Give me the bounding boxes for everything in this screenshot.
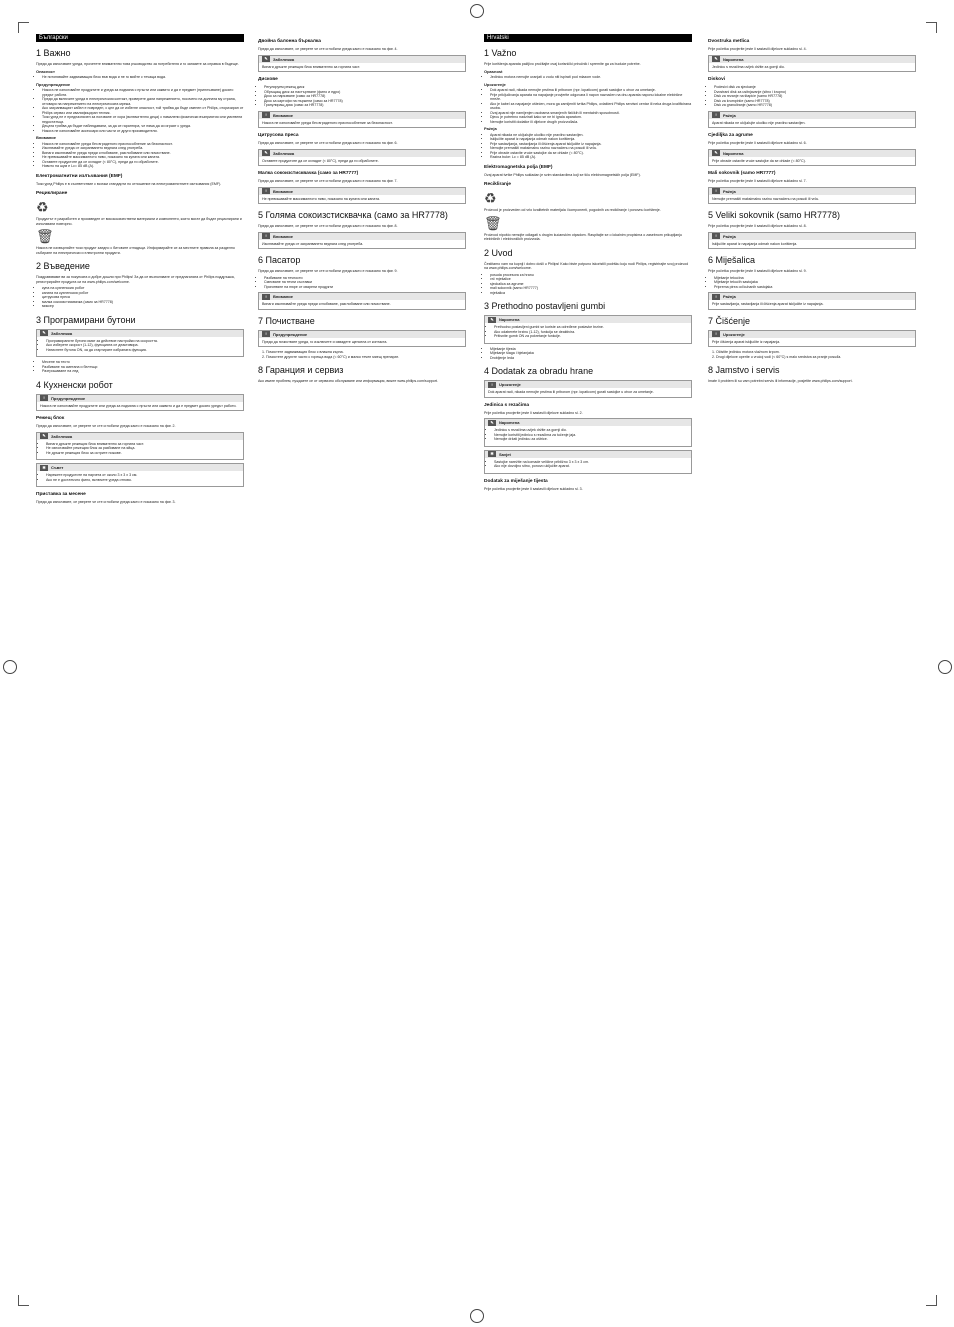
tip-box	[36, 463, 244, 487]
list-item: • Disk za krumpiriće (samo HR7778)	[714, 99, 916, 104]
list-item: • Jedinicu motora nemojte uranjati u vodu niti ispirati pod mlazom vode.	[490, 75, 692, 80]
caution-box	[708, 292, 916, 310]
caution-box	[708, 232, 916, 250]
list-item: • Не дръжте режещия блок за острите ножове.	[46, 451, 240, 456]
note-icon: ✎	[262, 56, 270, 62]
caution-text: Aparat nikada ne uključujte ukoliko nije pravilno sastavljen.	[712, 120, 806, 125]
large-juicer-text: Prije početka provjerite jeste li sastavili dijelove sukladno sl. 8.	[708, 224, 807, 228]
caution-icon: !	[262, 112, 270, 118]
cleaning-steps	[258, 350, 466, 359]
warning-text: Никога не използвайте продуктите или уреда за подмяна с пръсти или каквито и да е предмет докато уредът работи.	[40, 403, 237, 408]
caution-text: Nemojte premašiti maksimalnu razinu naznačenu na posudi ili vrču.	[712, 196, 820, 201]
section-guarantee: 8 Гаранция и сервиз	[258, 365, 344, 375]
list-item: • Nemojte koristiti jedinicu s rezačima za tučenje jaja.	[494, 433, 688, 438]
note-box	[258, 55, 466, 73]
list-item: • Разтрошаване на лед	[42, 369, 244, 374]
citrus-heading: Цитрусова преса	[258, 133, 299, 138]
note-icon: ✎	[712, 150, 720, 156]
twin-whisk-text: Преди да използвате, се уверете че сте сглобили уреда както е показано на фиг. 4.	[258, 47, 398, 51]
caution-heading: Pažnja	[484, 126, 497, 131]
list-item: • Преди да включите уреда в електрическия контакт, проверете дали напрежението, посочено на долната му страна, отговаря на напрежението на електрическата мрежа.	[42, 97, 244, 106]
note-icon: ✎	[40, 330, 48, 336]
list-item: • купа на кухненския робот	[42, 286, 244, 291]
section-large-juicer: 5 Veliki sokovnik (samo HR7778)	[708, 210, 841, 220]
list-item: • Регулируем режещ диск	[264, 85, 466, 90]
list-item: • цитрусова преса	[42, 295, 244, 300]
discs-list	[258, 85, 466, 108]
note-text: Винаги дръжте режещия блок внимателно за горната част.	[262, 64, 361, 69]
kneading-heading: Dodatak za miješanje tijesta	[484, 478, 548, 484]
emf-heading: Електромагнитни излъчвания (EMF)	[36, 173, 123, 179]
list-item: 2. Почистете другите части с гореща вода (< 60°C) и малко течен миещ препарат.	[266, 355, 466, 360]
blender-list	[708, 276, 916, 290]
caution-text: Isključite aparat iz napajanja odmah nakon korištenja.	[712, 241, 798, 246]
danger-list	[36, 75, 244, 80]
warning-label: Предупреждение	[51, 395, 86, 401]
list-item: • Aparat nikada ne uključujte ukoliko nije pravilno sastavljen.	[490, 133, 692, 138]
list-item: • Диск за нарязване (само за HR7778)	[264, 94, 466, 99]
caution-heading: Внимание	[36, 135, 56, 140]
list-item: • sjeckalica za agrume	[490, 282, 692, 287]
list-item: • Приготвяне на пюре от сварени продукти	[264, 285, 466, 290]
tip-label: Savjet	[499, 451, 511, 457]
intro-text: Преди да използвате уреда, прочетете внимателно това ръководство за потребителя и го запазете за справка в бъдеще.	[36, 62, 239, 66]
warning-heading: Предупреждение	[36, 81, 71, 87]
list-item: • Prije priključivanja aparata na napajanje provjerite odgovara li napon naznačen na dnu aparata naponu lokalne električne mreže.	[490, 93, 692, 102]
caution-label: Pažnja	[723, 188, 736, 194]
section-introduction: 2 Uvod	[484, 247, 513, 258]
blade-unit-heading: Jedinica s rezačima	[484, 402, 530, 408]
crop-mark-bl	[18, 1295, 29, 1306]
column-hr-2	[708, 34, 916, 386]
caution-box	[708, 187, 916, 205]
twin-whisk-text: Prije početka provjerite jeste li sastavili dijelove sukladno sl. 4.	[708, 47, 807, 51]
list-item: • малка сокоизстисквачка (само за HR7778)	[42, 300, 244, 305]
caution-label: Внимание	[273, 112, 293, 118]
list-item: • Pritisnite gumb ON za pokretanje funkcije.	[494, 334, 688, 339]
list-item: • каната на кухненския робот	[42, 291, 244, 296]
warning-label: Upozorenje	[723, 331, 745, 337]
list-item: • Този уред не е предназначен за ползване от хора (включително деца) с намалени физически възприятия или умствени недостатъци.	[42, 115, 244, 124]
list-item: • Miješanje tijesta	[490, 347, 692, 352]
recycling-text-1: Proizvod je proizveden od vrlo kvalitetnih materijala i komponenti, pogodnih za recikliranje i ponovnu korištenje.	[484, 208, 661, 212]
blender-text: Преди да използвате, се уверете че сте сглобили уреда както е показано на фиг. 9.	[258, 269, 398, 273]
warning-box	[258, 330, 466, 348]
registration-mark-bottom	[470, 1309, 484, 1323]
list-item: • Prije obrade ostavite vruće sastojke da se ohlade (< 80°C).	[490, 151, 692, 156]
recycling-text-1: Продуктът е разработен и произведен от висококачествени материали и компоненти, които могат да бъдат рециклирани и използвани повторно.	[36, 217, 242, 226]
note-icon: ✎	[712, 56, 720, 62]
preset-list	[36, 360, 244, 374]
section-preset-buttons: 3 Програмирани бутони	[36, 314, 136, 325]
note-label: Napomena	[499, 317, 520, 322]
list-item: • Dok aparat radi, nikada nemojte prstima ili priborom (npr. lopaticom) gurati sastojke u otvor za umetanje.	[490, 88, 692, 93]
column-bg-1	[36, 34, 244, 507]
list-item: • Ако захранващият кабел е повреден, с цел да се избегне опасност, той трябва да бъде сменен от Philips, оторизиран от Philips сервиз или квалифициран техник.	[42, 106, 244, 115]
section-introduction: 2 Въведение	[36, 261, 90, 271]
wheelie-bin-icon: 🗑	[484, 214, 502, 231]
introduction-text: Поздравяваме ви за покупката и добре дошли при Philips! За да се възползвате от предлаганата от Philips поддръжка, регистрирайте продукта си на www.philips.com/welcome.	[36, 275, 235, 284]
small-juicer-text: Prije početka provjerite jeste li sastavili dijelove sukladno sl. 7.	[708, 179, 807, 183]
warning-text: Prije čišćenja aparat isključite iz napajanja.	[712, 339, 781, 344]
caution-label: Pažnja	[723, 112, 736, 118]
note-box	[484, 315, 692, 344]
caution-box	[258, 232, 466, 250]
discs-heading: Дискове	[258, 77, 278, 82]
citrus-heading: Cjediljka za agrume	[708, 133, 753, 138]
list-item: • Никога не използвайте уреда без вграденото приспособление за безопасност.	[42, 142, 244, 147]
note-box	[708, 55, 916, 73]
section-important: 1 Важно	[36, 48, 71, 58]
tip-box	[484, 450, 692, 474]
caution-icon: !	[712, 112, 720, 118]
caution-text: Не превишавайте максималното ниво, показано на купата или каната.	[262, 196, 380, 201]
cleaning-steps	[708, 350, 916, 359]
list-item: • Priprema pirea od kuhanih sastojaka	[714, 285, 916, 290]
list-item: • Nemojte premašiti maksimalnu razinu naznačenu na posudi ili vrču.	[490, 146, 692, 151]
discs-list	[708, 85, 916, 108]
emf-text: Този уред Philips е в съответствие с всички стандарти по отношение на електромагнитните излъчвания (EMF).	[36, 181, 222, 186]
guarantee-text: Ако имате проблем, нуждаете се от сервизно обслужване или информация, вижте www.philips.com/support.	[258, 379, 438, 383]
warning-icon: !	[40, 395, 48, 401]
section-large-juicer: 5 Голяма сокоизстисквачка (само за HR7778)	[258, 210, 448, 220]
list-item: 1. Почистете задвижващия блок с влажна кърпа.	[266, 350, 466, 355]
list-item: • Nemojte koristiti dodatke ili dijelove drugih proizvođača.	[490, 120, 692, 125]
list-item: • Nemojte držati jedinicu za oštrice.	[494, 437, 688, 442]
warning-label: Предупреждение	[273, 331, 308, 337]
caution-text: Никога не използвайте уреда без вграденото приспособление за безопасност.	[262, 120, 393, 125]
wheelie-bin-icon: 🗑	[36, 228, 54, 244]
note-icon: ✎	[488, 420, 496, 426]
list-item: • Изключвайте уреда от захранването веднага след употреба.	[42, 146, 244, 151]
kneading-text: Prije početka provjerite jeste li sastavili dijelove sukladno sl. 3.	[484, 486, 583, 491]
crop-mark-tr	[926, 22, 937, 33]
recycling-text-2: Proizvod nipošto nemojte odlagati s drugim kućanskim otpadom. Raspitajte se o lokalnim propisima o zasebnom prikupljanju električnih i elektroničkih proizvoda.	[484, 232, 682, 241]
list-item: • Обръщащ диск за настъргване (фино и едро)	[264, 90, 466, 95]
list-item: • Ако изберете скорост (1-12), функцията се деактивира.	[46, 343, 240, 348]
blade-unit-heading: Режещ блок	[36, 416, 65, 421]
list-item: • Не потопявайте задвижващия блок във вода и не го мийте с течаща вода.	[42, 75, 244, 80]
column-bg-2	[258, 34, 466, 386]
list-item: • Разбиване на течности	[264, 276, 466, 281]
list-item: • Нивото на шум е Lc= 85 dB (A).	[42, 164, 244, 169]
note-icon: ✎	[488, 317, 496, 323]
list-item: • Sastojke narežite na komade veličine približno 3 x 3 x 3 cm.	[494, 460, 688, 465]
registration-mark-left	[3, 660, 17, 674]
caution-label: Pažnja	[723, 233, 736, 239]
danger-list	[484, 75, 692, 80]
caution-list	[36, 142, 244, 169]
list-item: • mješalica	[490, 291, 692, 296]
emf-heading: Elektromagnetska polja (EMF)	[484, 164, 553, 170]
warning-heading: Upozorenje	[484, 81, 506, 87]
list-item: • Гранулиращ диск (само за HR7778)	[264, 103, 466, 108]
caution-label: Внимание	[273, 188, 293, 194]
caution-box	[258, 187, 466, 205]
small-juicer-heading: Малка сокоизстисквачка (само за HR7777)	[258, 171, 359, 176]
tip-label: Съвет	[51, 465, 64, 470]
crop-mark-tl	[18, 22, 29, 33]
caution-icon: !	[262, 294, 270, 300]
kneading-text: Преди да използвате, се уверете че сте сглобили уреда както е показано на фиг. 3.	[36, 500, 176, 504]
citrus-text: Prije početka provjerite jeste li sastavili dijelove sukladno sl. 6.	[708, 141, 807, 145]
section-cleaning: 7 Почистване	[258, 315, 315, 326]
list-item: • Не използвайте режещия блок за разбиване на яйца.	[46, 446, 240, 451]
list-item: • Оставете продуктите да се охладят (< 80°C), преди да ги обработите.	[42, 160, 244, 165]
introduction-text: Čestitamo vam na kupnji i dobro došli u Philips! Kako biste potpuno iskoristili podršku koju nudi Philips, registrirajte svoj proizvod na www.philips.com/welcome.	[484, 261, 689, 270]
product-list	[484, 273, 692, 296]
list-item: • Podesivi disk za sjeckanje	[714, 85, 916, 90]
note-label: Napomena	[723, 56, 744, 62]
list-item: • Никога не използвайте аксесоари или части от други производители.	[42, 129, 244, 134]
kneading-heading: Приставка за месене	[36, 492, 86, 497]
note-label: Забележка	[273, 150, 295, 156]
list-item: • Разбиване на сметана и белтъци	[42, 365, 244, 370]
blender-list	[258, 276, 466, 290]
small-juicer-text: Преди да използвате, се уверете че сте сглобили уреда както е показано на фиг. 7.	[258, 179, 398, 183]
caution-icon: !	[712, 294, 720, 300]
list-item: • Miješanje tekućina	[714, 276, 916, 281]
note-text: Оставете продуктите да се охладят (< 80°C), преди да ги обработите.	[262, 158, 379, 163]
list-item: • mali sokovnik (samo HR7777)	[490, 286, 692, 291]
intro-text: Prije korištenja aparata pažljivo pročitajte ovaj korisnički priručnik i spremite ga za buduće potrebe.	[484, 62, 641, 66]
warning-box	[484, 380, 692, 398]
list-item: • Jedinicu s rezačima uvijek držite za gornji dio.	[494, 428, 688, 433]
list-item: • Prethodno postavljeni gumbi se koriste za određene postavke brzine.	[494, 325, 688, 330]
recycle-icon: ♻	[36, 199, 49, 215]
guarantee-text: Imate li problem ili su vam potrebni servis ili informacije, posjetite www.philips.com/support.	[708, 379, 853, 383]
small-juicer-heading: Mali sokovnik (samo HR7777)	[708, 171, 776, 176]
caution-label: Внимание	[273, 233, 293, 239]
note-label: Забележка	[51, 433, 73, 439]
note-box	[36, 329, 244, 358]
list-item: • Miješanje šlaga i bjelanjaka	[490, 351, 692, 356]
caution-icon: !	[712, 233, 720, 239]
blender-text: Prije početka provjerite jeste li sastavili dijelove sukladno sl. 9.	[708, 269, 807, 273]
list-item: • Програмираните бутони имат за действие настройки на скоростта.	[46, 339, 240, 344]
list-item: • Ako odaberete brzinu (1-12), funkcija se deaktivira.	[494, 330, 688, 335]
note-box	[484, 418, 692, 447]
danger-heading: Опасност	[36, 68, 55, 74]
warning-list	[484, 88, 692, 124]
warning-box	[36, 394, 244, 412]
section-blender: 6 Пасатор	[258, 255, 301, 265]
caution-box	[708, 111, 916, 129]
caution-icon: !	[262, 188, 270, 194]
list-item: • Винаги дръжте режещия блок внимателно за горната част.	[46, 442, 240, 447]
note-icon: ✎	[40, 433, 48, 439]
warning-icon: !	[262, 331, 270, 337]
recycling-text-2: Никога не изхвърляйте този продукт заедно с битовите отпадъци. Информирайте се за местните правила за разделно събиране на електрически и електронни продукти.	[36, 246, 235, 255]
caution-label: Внимание	[273, 294, 293, 299]
list-item: • Prije sastavljanja, rastavljanja ili čišćenja aparat isključite iz napajanja.	[490, 142, 692, 147]
language-header-hr: Hrvatski	[484, 34, 692, 42]
discs-heading: Diskovi	[708, 77, 726, 82]
list-item: • Disk za rezanje na štapiće (samo HR7778)	[714, 94, 916, 99]
section-food-processor: 4 Кухненски робот	[36, 379, 113, 390]
list-item: • Децата трябва да бъдат наблюдавани, за да се гарантира, че няма да си играят с уреда.	[42, 124, 244, 129]
warning-icon: !	[712, 331, 720, 337]
recycling-heading: Recikliranje	[484, 182, 511, 187]
caution-icon: !	[712, 188, 720, 194]
caution-box	[258, 292, 466, 310]
registration-mark-right	[938, 660, 952, 674]
large-juicer-text: Преди да използвате, се уверете че сте сглобили уреда както е показано на фиг. 8.	[258, 224, 398, 228]
warning-icon: !	[488, 382, 496, 388]
list-item: • Смесване на течни съставки	[264, 280, 466, 285]
blade-unit-text: Prije početka provjerite jeste li sastavili dijelove sukladno sl. 2.	[484, 410, 583, 415]
caution-text: Винаги изключвайте уреда преди сглобяване, разглобяване или почистване.	[262, 302, 391, 306]
twin-whisk-heading: Двойна балонна бъркалка	[258, 39, 321, 44]
warning-list	[36, 88, 244, 133]
caution-text: Prije sastavljanja, rastavljanja ili čišćenja aparat isključite iz napajanja.	[712, 302, 824, 306]
caution-box	[258, 111, 466, 129]
section-cleaning: 7 Čišćenje	[708, 315, 751, 326]
note-label: Забележка	[273, 56, 295, 62]
section-blender: 6 Miješalica	[708, 255, 756, 265]
warning-text: Преди да почиствате уреда, го изключете и извадете щепсела от контакта.	[262, 339, 388, 344]
note-label: Napomena	[499, 420, 520, 425]
note-icon: ✎	[262, 150, 270, 156]
caution-list	[484, 133, 692, 160]
list-item: • Drobljenje leda	[490, 356, 692, 361]
list-item: • posuda procesora za hranu	[490, 273, 692, 278]
list-item: • Никога не използвайте продуктите и уреда за подмяна с пръсти или каквито и да е предмет (приплъзване) докато уредът работи.	[42, 88, 244, 97]
list-item: 2. Drugi dijelove operite u vrućoj vodi (< 60°C) s malo sredstva za pranje posuđa.	[716, 355, 916, 360]
note-text: Prije obrade ostavite vruće sastojke da se ohlade (< 80°C).	[712, 158, 806, 163]
caution-label: Pažnja	[723, 294, 736, 299]
list-item: • Натиснете бутона ON, за да стартирате избраната функция.	[46, 348, 240, 353]
crop-mark-br	[926, 1295, 937, 1306]
list-item: • Djecu je potrebno nadzirati kako se ne bi igrala aparatom.	[490, 115, 692, 120]
warning-text: Dok aparat radi, nikada nemojte prstima ili priborom (npr. lopaticom) gurati sastojke u otvor za umetanje.	[488, 390, 654, 394]
recycle-icon: ♻	[484, 190, 497, 206]
danger-heading: Opasnost	[484, 68, 503, 74]
note-label: Забележка	[51, 330, 73, 336]
language-header-bg: Български	[36, 34, 244, 42]
list-item: • Razina buke: Lc = 85 dB (A).	[490, 155, 692, 160]
list-item: • Miješanje tekućih sastojaka	[714, 280, 916, 285]
section-food-processor: 4 Dodatak za obradu hrane	[484, 366, 594, 376]
section-guarantee: 8 Jamstvo i servis	[708, 365, 780, 375]
list-item: • Isključite aparat iz napajanja odmah nakon korištenja.	[490, 137, 692, 142]
preset-list	[484, 347, 692, 361]
registration-mark-top	[470, 4, 484, 18]
caution-text: Изключвайте уреда от захранването веднага след употреба.	[262, 241, 364, 246]
list-item: • миксер	[42, 304, 244, 309]
list-item: • Диск за картофи на пържени (само за HR7778)	[264, 99, 466, 104]
recycling-heading: Рециклиране	[36, 191, 68, 196]
section-preset-buttons: 3 Prethodno postavljeni gumbi	[484, 301, 606, 311]
emf-text: Ovaj aparat tvrtke Philips sukladan je svim standardima koji se tiču elektromagnetskih polja (EMF).	[484, 172, 641, 177]
twin-whisk-heading: Dvostruka metlica	[708, 39, 750, 44]
warning-box	[708, 330, 916, 348]
list-item: • Ако не е достатъчно фино, включете уреда отново.	[46, 478, 240, 483]
note-box	[36, 432, 244, 461]
note-label: Napomena	[723, 150, 744, 156]
list-item: • Месене на тесто	[42, 360, 244, 365]
list-item: • Нарежете продуктите на парчета от около 3 x 3 x 3 см.	[46, 473, 240, 478]
list-item: 1. Očistite jedinicu motora vlažnom krpom.	[716, 350, 916, 355]
column-hr-1	[484, 34, 692, 493]
section-important: 1 Važno	[484, 48, 517, 58]
list-item: • Ovaj aparat nije namijenjen osobama smanjenih fizičkih ili mentalnih sposobnosti.	[490, 111, 692, 116]
list-item: • Ako nije dovoljno sitno, ponovo uključite aparat.	[494, 464, 688, 469]
citrus-text: Преди да използвате, се уверете че сте сглобили уреда както е показано на фиг. 6.	[258, 141, 398, 145]
list-item: • Ako je kabel za napajanje oštećen, mora ga zamijeniti tvrtka Philips, ovlašteni Philips servisni centar ili neka druga kvalificirana osoba.	[490, 102, 692, 111]
product-list	[36, 286, 244, 309]
warning-label: Upozorenje	[499, 382, 521, 387]
list-item: • Винаги изключвайте уреда преди сглобяване, разглобяване или почистване.	[42, 151, 244, 156]
blade-unit-text: Преди да използвате, се уверете че сте сглобили уреда както е показано на фиг. 2.	[36, 424, 176, 428]
tip-icon: ✱	[488, 451, 496, 457]
list-item: • Dvostrani disk za usitnjavanje (sitno i krupno)	[714, 90, 916, 95]
list-item: • vrč mješalice	[490, 277, 692, 282]
list-item: • Не превишавайте максималното ниво, показано на купата или каната.	[42, 155, 244, 160]
list-item: • Disk za granuliranje (samo HR7778)	[714, 103, 916, 108]
note-text: Jedinicu s rezačima uvijek držite za gornji dio.	[712, 64, 785, 69]
note-box	[258, 149, 466, 167]
tip-icon: ✱	[40, 465, 48, 471]
note-box	[708, 149, 916, 167]
caution-icon: !	[262, 233, 270, 239]
